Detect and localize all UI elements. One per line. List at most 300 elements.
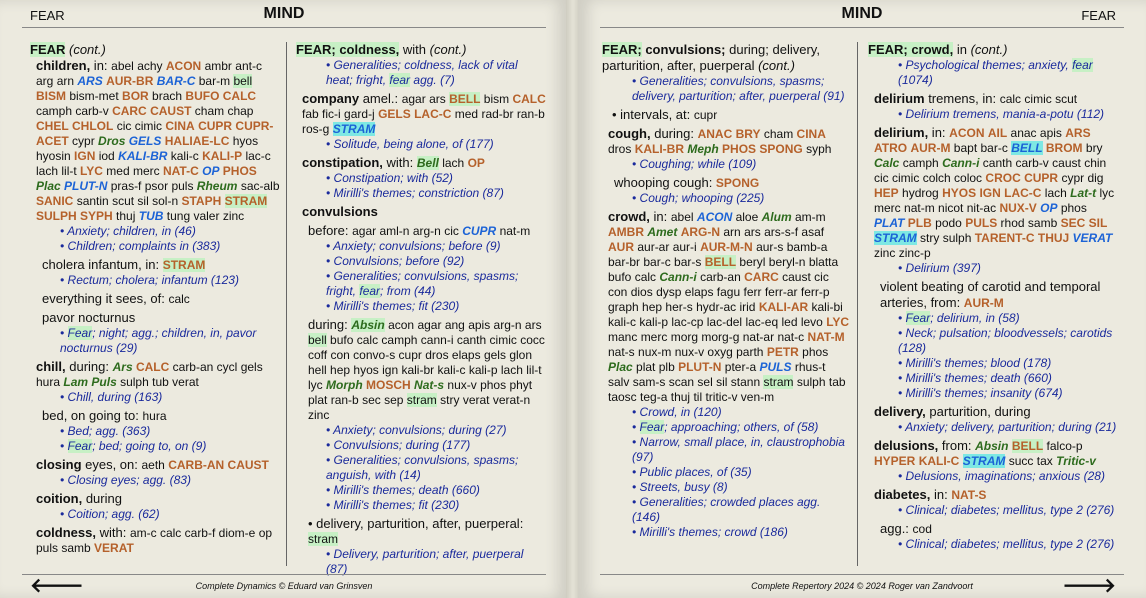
remedy[interactable]: lil-t: [61, 164, 77, 178]
cross-reference-link[interactable]: • Solitude, being alone, of (177): [326, 137, 494, 151]
cross-reference-link[interactable]: • Mirilli's themes; insanity (674): [898, 386, 1063, 400]
remedy[interactable]: zinc-p: [898, 246, 931, 260]
remedy[interactable]: hydr-ac: [696, 300, 737, 314]
remedy[interactable]: GELS: [378, 107, 411, 121]
remedy[interactable]: Dros: [98, 134, 126, 148]
remedy[interactable]: merc: [132, 164, 160, 178]
cross-reference-link[interactable]: • Convulsions; before (92): [326, 254, 465, 268]
remedy[interactable]: lach: [500, 363, 523, 377]
remedy[interactable]: Nat-s: [414, 378, 445, 392]
remedy[interactable]: HYPER: [874, 454, 916, 468]
cross-reference-link[interactable]: • Generalities; convulsions, spasms; fright, fear; from (44): [326, 269, 519, 298]
remedy[interactable]: con: [608, 285, 628, 299]
remedy[interactable]: stram: [308, 532, 338, 546]
remedy[interactable]: nux-m: [638, 345, 672, 359]
remedy[interactable]: CALC: [222, 89, 257, 103]
cross-reference-link[interactable]: • Generalities; convulsions, spasms; delivery, parturition; after, puerperal (91): [632, 74, 845, 103]
remedy[interactable]: Plac: [608, 360, 633, 374]
remedy[interactable]: ANAC: [697, 127, 733, 141]
remedy[interactable]: chap: [227, 104, 254, 118]
remedy[interactable]: cimic: [892, 171, 920, 185]
remedy[interactable]: Lat-t: [1070, 186, 1097, 200]
remedy[interactable]: Absin: [975, 439, 1009, 453]
remedy[interactable]: merc: [874, 201, 901, 215]
remedy[interactable]: sol-n: [152, 194, 179, 208]
remedy[interactable]: sep: [384, 393, 404, 407]
remedy[interactable]: hyosin: [36, 149, 71, 163]
remedy[interactable]: valer: [193, 209, 220, 223]
remedy[interactable]: nat-c: [777, 330, 805, 344]
remedy[interactable]: phos: [480, 378, 507, 392]
cross-reference-link[interactable]: • Clinical; diabetes; mellitus, type 2 (276): [898, 503, 1115, 517]
remedy[interactable]: BRY: [735, 127, 761, 141]
remedy[interactable]: elaps: [451, 348, 481, 362]
remedy[interactable]: MOSCH: [366, 378, 411, 392]
remedy[interactable]: carb-an: [700, 270, 741, 284]
remedy[interactable]: lac-del: [706, 315, 743, 329]
remedy[interactable]: HALIAE-LC: [164, 134, 230, 148]
remedy[interactable]: PULS: [759, 360, 792, 374]
remedy[interactable]: taosc: [608, 390, 637, 404]
remedy[interactable]: stram: [406, 393, 437, 407]
remedy[interactable]: puls: [171, 179, 194, 193]
remedy[interactable]: puls: [36, 541, 59, 555]
remedy[interactable]: PETR: [766, 345, 799, 359]
cross-reference-link[interactable]: • Delirium (397): [898, 261, 981, 275]
remedy[interactable]: aml-n: [379, 224, 410, 238]
cross-reference-link[interactable]: • Children; complaints in (383): [60, 239, 221, 253]
cross-reference-link[interactable]: • Mirilli's themes; death (660): [898, 371, 1052, 385]
remedy[interactable]: LAC-C: [1004, 186, 1042, 200]
remedy[interactable]: rhod: [1000, 216, 1025, 230]
cross-reference-link[interactable]: • Rectum; cholera; infantum (123): [60, 273, 239, 287]
remedy[interactable]: bar-s: [674, 255, 702, 269]
remedy[interactable]: ARS: [1065, 126, 1091, 140]
remedy[interactable]: glon: [509, 348, 532, 362]
remedy[interactable]: kali-c: [608, 315, 637, 329]
remedy[interactable]: AUR-M: [910, 141, 951, 155]
remedy[interactable]: CUPR: [198, 119, 233, 133]
remedy[interactable]: VERAT: [1072, 231, 1113, 245]
remedy[interactable]: bapt: [953, 141, 978, 155]
remedy[interactable]: sil: [716, 375, 728, 389]
remedy[interactable]: am-c: [129, 526, 157, 540]
remedy[interactable]: rhus-t: [794, 360, 826, 374]
remedy[interactable]: plat: [636, 360, 656, 374]
remedy[interactable]: lac-cp: [671, 315, 704, 329]
remedy[interactable]: STRAM: [874, 231, 917, 245]
remedy[interactable]: kali-p: [468, 363, 498, 377]
cross-reference-link[interactable]: • Mirilli's themes; crowd (186): [632, 525, 788, 539]
remedy[interactable]: brach: [152, 89, 183, 103]
remedy[interactable]: bism: [483, 92, 510, 106]
remedy[interactable]: cham: [194, 104, 225, 118]
remedy[interactable]: canth: [982, 156, 1013, 170]
remedy[interactable]: morg-g: [701, 330, 740, 344]
remedy[interactable]: bell: [308, 333, 327, 347]
remedy[interactable]: Meph: [687, 142, 719, 156]
remedy[interactable]: lach: [36, 164, 59, 178]
remedy[interactable]: arg: [36, 74, 54, 88]
remedy[interactable]: Calc: [874, 156, 900, 170]
remedy[interactable]: Morph: [326, 378, 363, 392]
remedy[interactable]: abel: [111, 59, 134, 73]
remedy[interactable]: am-m: [794, 210, 826, 224]
remedy[interactable]: CHEL: [36, 119, 69, 133]
remedy[interactable]: santin: [76, 194, 109, 208]
remedy[interactable]: dios: [630, 285, 653, 299]
remedy[interactable]: BISM: [36, 89, 66, 103]
remedy[interactable]: Absin: [351, 318, 385, 332]
remedy[interactable]: calc: [634, 270, 657, 284]
remedy[interactable]: ars: [524, 318, 542, 332]
remedy[interactable]: salv: [608, 375, 630, 389]
remedy[interactable]: podo: [935, 216, 962, 230]
remedy[interactable]: cic: [116, 119, 132, 133]
remedy[interactable]: asaf: [801, 225, 825, 239]
remedy[interactable]: aeth: [141, 458, 165, 472]
remedy[interactable]: verat: [462, 393, 490, 407]
remedy[interactable]: SULPH: [36, 209, 77, 223]
remedy[interactable]: lil-t: [526, 363, 542, 377]
cross-reference-link[interactable]: • Fear; delirium, in (58): [898, 311, 1020, 325]
cross-reference-link[interactable]: • Generalities; crowded places agg. (146): [632, 495, 821, 524]
cross-reference-link[interactable]: • Anxiety; children, in (46): [60, 224, 196, 238]
remedy[interactable]: PLB: [907, 216, 932, 230]
remedy[interactable]: samb: [61, 541, 91, 555]
remedy[interactable]: GELS: [128, 134, 162, 148]
remedy[interactable]: ATRO: [874, 141, 908, 155]
remedy[interactable]: kali-br: [401, 363, 435, 377]
remedy[interactable]: samb: [1027, 216, 1058, 230]
remedy[interactable]: NAT-S: [951, 488, 987, 502]
remedy[interactable]: anac: [1010, 126, 1037, 140]
remedy[interactable]: hura: [36, 375, 61, 389]
cross-reference-link[interactable]: • Narrow, small place, in, claustrophobia (97): [632, 435, 845, 464]
remedy[interactable]: KALI-BR: [634, 142, 685, 156]
remedy[interactable]: PLAT: [874, 216, 905, 230]
cross-reference-link[interactable]: • Anxiety; delivery, parturition; during (21): [898, 420, 1117, 434]
remedy[interactable]: ARS: [77, 74, 103, 88]
remedy[interactable]: hyos: [232, 134, 259, 148]
remedy[interactable]: lyc: [1099, 186, 1115, 200]
cross-reference-link[interactable]: • Bed; agg. (363): [60, 424, 151, 438]
remedy[interactable]: AIL: [987, 126, 1008, 140]
remedy[interactable]: carb-v: [1015, 156, 1049, 170]
remedy[interactable]: phos: [1060, 201, 1087, 215]
cross-reference-link[interactable]: • Public places, of (35): [632, 465, 752, 479]
remedy[interactable]: phyt: [509, 378, 533, 392]
remedy[interactable]: AUR-BR: [106, 74, 154, 88]
remedy[interactable]: ACON: [165, 59, 202, 73]
remedy[interactable]: BOR: [122, 89, 149, 103]
remedy[interactable]: CARC: [112, 104, 147, 118]
remedy[interactable]: Amet: [647, 225, 678, 239]
remedy[interactable]: STRAM: [962, 454, 1006, 468]
remedy[interactable]: cycl: [216, 360, 238, 374]
remedy[interactable]: hydrog: [902, 186, 939, 200]
remedy[interactable]: lyc: [308, 378, 323, 392]
remedy[interactable]: caust: [1052, 156, 1081, 170]
remedy[interactable]: PHOS: [222, 164, 257, 178]
next-page-arrow-icon[interactable]: 🡒: [1062, 575, 1116, 597]
cross-reference-link[interactable]: • Fear; approaching; others, of (58): [632, 420, 819, 434]
remedy[interactable]: sil: [137, 194, 149, 208]
remedy[interactable]: cimic: [134, 119, 163, 133]
remedy[interactable]: arg-n: [493, 318, 522, 332]
cross-reference-link[interactable]: • Constipation; with (52): [326, 171, 453, 185]
remedy[interactable]: stry: [440, 393, 460, 407]
remedy[interactable]: aur-i: [672, 240, 697, 254]
remedy[interactable]: sulph: [796, 375, 826, 389]
remedy[interactable]: kali-c: [437, 363, 466, 377]
remedy[interactable]: apis: [1039, 126, 1062, 140]
cross-reference-link[interactable]: • Mirilli's themes; fit (230): [326, 498, 460, 512]
remedy[interactable]: Cann-i: [659, 270, 697, 284]
remedy[interactable]: Alum: [761, 210, 792, 224]
remedy[interactable]: Bell: [416, 156, 439, 170]
remedy[interactable]: morg: [670, 330, 699, 344]
remedy[interactable]: merc: [640, 330, 668, 344]
remedy[interactable]: nat-m: [499, 224, 531, 238]
cross-reference-link[interactable]: • Chill, during (163): [60, 390, 163, 404]
remedy[interactable]: ACON: [949, 126, 985, 140]
remedy[interactable]: BELL: [1011, 141, 1043, 155]
remedy[interactable]: blatta: [808, 255, 839, 269]
remedy[interactable]: cimic: [489, 333, 517, 347]
remedy[interactable]: nat-s: [608, 345, 635, 359]
remedy[interactable]: lach: [442, 156, 465, 170]
remedy[interactable]: nat-m: [904, 201, 935, 215]
remedy[interactable]: ARG-N: [680, 225, 721, 239]
remedy[interactable]: AUR: [608, 240, 634, 254]
cross-reference-link[interactable]: • Delivery, parturition; after, puerperal (87): [326, 547, 524, 576]
remedy[interactable]: apis: [468, 318, 491, 332]
remedy[interactable]: hep: [642, 300, 663, 314]
remedy[interactable]: Lam: [63, 375, 89, 389]
remedy[interactable]: NUX-V: [999, 201, 1037, 215]
cross-reference-link[interactable]: • Mirilli's themes; death (660): [326, 483, 480, 497]
remedy[interactable]: til: [693, 390, 703, 404]
remedy[interactable]: tritic-v: [705, 390, 738, 404]
remedy[interactable]: ars-s-f: [764, 225, 799, 239]
remedy[interactable]: TARENT-C: [974, 231, 1035, 245]
remedy[interactable]: dros: [608, 142, 632, 156]
remedy[interactable]: sam-s: [632, 375, 666, 389]
remedy[interactable]: rad-br: [481, 107, 514, 121]
remedy[interactable]: dysp: [656, 285, 682, 299]
remedy[interactable]: tub: [152, 375, 169, 389]
remedy[interactable]: KALI-C: [918, 454, 960, 468]
remedy[interactable]: pras-f: [110, 179, 142, 193]
remedy[interactable]: med: [106, 164, 130, 178]
cross-reference-link[interactable]: • Generalities; coldness, lack of vital heat; fright, fear agg. (7): [326, 58, 518, 87]
remedy[interactable]: ign: [382, 363, 399, 377]
remedy[interactable]: BUFO: [185, 89, 220, 103]
remedy[interactable]: lac-eq: [745, 315, 779, 329]
remedy[interactable]: tung: [166, 209, 191, 223]
remedy[interactable]: caust: [782, 270, 811, 284]
remedy[interactable]: ars: [744, 225, 761, 239]
remedy[interactable]: elaps: [684, 285, 714, 299]
remedy[interactable]: CALC: [135, 360, 170, 374]
remedy[interactable]: CINA: [165, 119, 195, 133]
remedy[interactable]: stram: [763, 375, 794, 389]
remedy[interactable]: kali-p: [639, 315, 669, 329]
remedy[interactable]: ven-m: [740, 390, 775, 404]
remedy[interactable]: SYPH: [80, 209, 113, 223]
remedy[interactable]: AMBR: [608, 225, 644, 239]
remedy[interactable]: CUPR: [1024, 171, 1059, 185]
remedy[interactable]: nit-ac: [966, 201, 997, 215]
remedy[interactable]: BAR-C: [156, 74, 196, 88]
cross-reference-link[interactable]: • Coughing; while (109): [632, 157, 757, 171]
remedy[interactable]: BROM: [1045, 141, 1083, 155]
remedy[interactable]: carb-f: [184, 526, 216, 540]
remedy[interactable]: aloe: [735, 210, 759, 224]
remedy[interactable]: agar: [401, 92, 426, 106]
remedy[interactable]: pter-a: [724, 360, 757, 374]
remedy[interactable]: gard-j: [344, 107, 375, 121]
remedy[interactable]: BELL: [1011, 439, 1044, 453]
remedy[interactable]: SPONG: [715, 176, 760, 190]
cross-reference-link[interactable]: • Mirilli's themes; fit (230): [326, 299, 460, 313]
remedy[interactable]: fic-i: [322, 107, 341, 121]
cross-reference-link[interactable]: • Convulsions; during (177): [326, 438, 471, 452]
remedy[interactable]: sec: [362, 393, 381, 407]
remedy[interactable]: SPONG: [759, 142, 803, 156]
remedy[interactable]: tax: [1036, 454, 1053, 468]
remedy[interactable]: diom-e: [218, 526, 256, 540]
remedy[interactable]: cham: [763, 127, 794, 141]
remedy[interactable]: ran-b: [330, 393, 359, 407]
remedy[interactable]: calc: [168, 292, 190, 306]
remedy[interactable]: bar-c: [980, 141, 1008, 155]
remedy[interactable]: tab: [828, 375, 846, 389]
remedy[interactable]: OP: [467, 156, 485, 170]
remedy[interactable]: sulph: [120, 375, 149, 389]
remedy[interactable]: verat-n: [492, 393, 531, 407]
remedy[interactable]: Tritic-v: [1056, 454, 1096, 468]
remedy[interactable]: colch: [922, 171, 951, 185]
remedy[interactable]: cann-i: [420, 333, 454, 347]
remedy[interactable]: PULS: [965, 216, 998, 230]
remedy[interactable]: nux-v: [674, 345, 705, 359]
cross-reference-link[interactable]: • Cough; whooping (225): [632, 191, 765, 205]
remedy[interactable]: hyos: [353, 363, 379, 377]
remedy[interactable]: nicot: [938, 201, 964, 215]
cross-reference-link[interactable]: • Clinical; diabetes; mellitus, type 2 (276): [898, 537, 1115, 551]
remedy[interactable]: chin: [1084, 156, 1107, 170]
remedy[interactable]: IGN: [979, 186, 1001, 200]
remedy[interactable]: camph: [902, 156, 939, 170]
remedy[interactable]: cypr: [1061, 171, 1085, 185]
remedy[interactable]: CALC: [512, 92, 546, 106]
remedy[interactable]: OP: [1040, 201, 1058, 215]
remedy[interactable]: CUPR-ACET: [36, 119, 274, 148]
remedy[interactable]: OP: [202, 164, 220, 178]
remedy[interactable]: ros-g: [302, 122, 330, 136]
remedy[interactable]: NAT-M: [807, 330, 845, 344]
remedy[interactable]: cic: [874, 171, 889, 185]
remedy[interactable]: sulph: [942, 231, 972, 245]
remedy[interactable]: IGN: [74, 149, 96, 163]
remedy[interactable]: calc: [356, 333, 379, 347]
remedy[interactable]: thuj: [670, 390, 691, 404]
remedy[interactable]: levo: [800, 315, 823, 329]
remedy[interactable]: dros: [425, 348, 449, 362]
remedy[interactable]: bar-br: [608, 255, 641, 269]
cross-reference-link[interactable]: • Anxiety; convulsions; before (9): [326, 239, 501, 253]
remedy[interactable]: hura: [142, 409, 167, 423]
remedy[interactable]: LYC: [826, 315, 850, 329]
remedy[interactable]: scut: [112, 194, 135, 208]
remedy[interactable]: AUR-M-N: [700, 240, 753, 254]
remedy[interactable]: canth: [456, 333, 487, 347]
remedy[interactable]: dig: [1087, 171, 1104, 185]
remedy[interactable]: BELL: [704, 255, 737, 269]
remedy[interactable]: camph: [36, 104, 73, 118]
remedy[interactable]: bar-c: [643, 255, 671, 269]
remedy[interactable]: TUB: [138, 209, 164, 223]
remedy[interactable]: ant-c: [235, 59, 262, 73]
cross-reference-link[interactable]: • Mirilli's themes; constriction (87): [326, 186, 504, 200]
remedy[interactable]: lac-c: [245, 149, 271, 163]
remedy[interactable]: agar: [352, 224, 377, 238]
remedy[interactable]: ambr: [204, 59, 232, 73]
remedy[interactable]: op: [258, 526, 273, 540]
remedy[interactable]: parth: [736, 345, 764, 359]
remedy[interactable]: nux-v: [447, 378, 477, 392]
remedy[interactable]: cypr: [72, 134, 95, 148]
remedy[interactable]: zinc: [222, 209, 245, 223]
remedy[interactable]: bell: [233, 74, 253, 88]
remedy[interactable]: PHOS: [722, 142, 757, 156]
remedy[interactable]: CUPR: [462, 224, 497, 238]
remedy[interactable]: oxyg: [707, 345, 733, 359]
remedy[interactable]: LAC-C: [414, 107, 452, 121]
remedy[interactable]: ang: [444, 318, 465, 332]
remedy[interactable]: kali-bi: [811, 300, 843, 314]
remedy[interactable]: agar: [417, 318, 442, 332]
remedy[interactable]: verat: [172, 375, 199, 389]
remedy[interactable]: stann: [730, 375, 761, 389]
remedy[interactable]: graph: [608, 300, 639, 314]
remedy[interactable]: bry: [1085, 141, 1103, 155]
remedy[interactable]: VERAT: [94, 541, 134, 555]
remedy[interactable]: bar-m: [198, 74, 231, 88]
remedy[interactable]: CROC: [985, 171, 1021, 185]
remedy[interactable]: KALI-AR: [758, 300, 809, 314]
remedy[interactable]: convo-s: [353, 348, 396, 362]
remedy[interactable]: sel: [697, 375, 713, 389]
remedy[interactable]: acon: [388, 318, 415, 332]
remedy[interactable]: falco-p: [1046, 439, 1083, 453]
remedy[interactable]: cic: [814, 270, 829, 284]
cross-reference-link[interactable]: • Generalities; convulsions, spasms; anguish, with (14): [326, 453, 519, 482]
remedy[interactable]: iod: [98, 149, 115, 163]
remedy[interactable]: ACON: [696, 210, 733, 224]
remedy[interactable]: lach: [1044, 186, 1067, 200]
remedy[interactable]: gels: [240, 360, 263, 374]
remedy[interactable]: arg-n: [412, 224, 441, 238]
remedy[interactable]: scut: [1055, 92, 1078, 106]
remedy[interactable]: STAPH: [181, 194, 222, 208]
remedy[interactable]: Plac: [36, 179, 61, 193]
remedy[interactable]: con: [330, 348, 350, 362]
remedy[interactable]: arn: [56, 74, 75, 88]
remedy[interactable]: thuj: [116, 209, 136, 223]
